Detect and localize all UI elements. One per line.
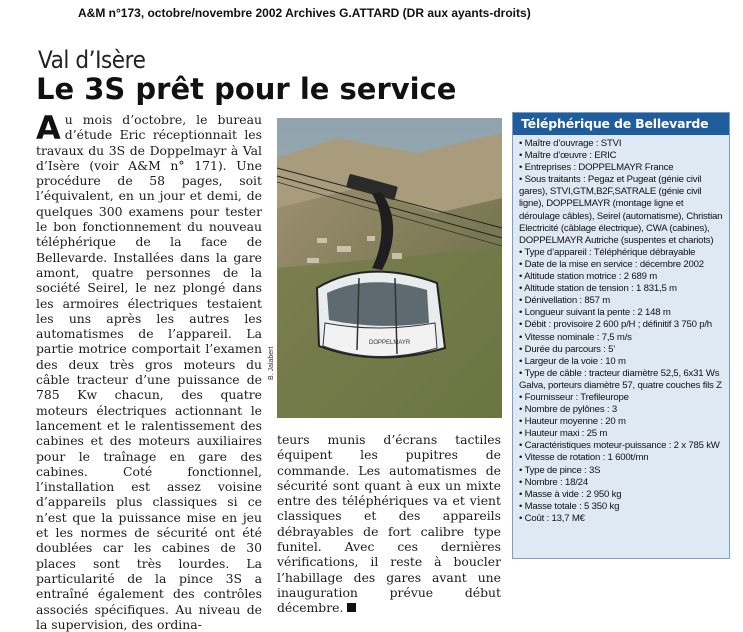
facts-sidebar: [512, 112, 730, 559]
article-column-2: [277, 432, 501, 616]
fact-item: • Durée du parcours : 5’: [519, 344, 725, 356]
fact-item: • Largeur de la voie : 10 m: [519, 356, 725, 368]
drop-cap: A: [36, 109, 61, 147]
fact-item: • Type de câble : tracteur diamètre 52,5, 6x31 Ws Galva, porteurs diamètre 57, quatre couches fils Z: [519, 368, 725, 392]
sidebar-title: Téléphérique de Bellevarde: [513, 113, 729, 135]
article-column-1: [36, 109, 262, 632]
fact-item: • Altitude station motrice : 2 689 m: [519, 271, 725, 283]
fact-item: • Nombre : 18/24: [519, 477, 725, 489]
fact-item: • Date de la mise en service : décembre 2002: [519, 259, 725, 271]
end-mark-icon: [347, 603, 356, 612]
fact-item: • Hauteur maxi : 25 m: [519, 428, 725, 440]
fact-item: • Altitude station de tension : 1 831,5 m: [519, 283, 725, 295]
fact-item: • Hauteur moyenne : 20 m: [519, 416, 725, 428]
article-kicker: Val d’Isère: [38, 46, 146, 74]
fact-item: • Maître d’œuvre : ERIC: [519, 150, 725, 162]
fact-item: • Masse totale : 5 350 kg: [519, 501, 725, 513]
article-text-2: teurs munis d’écrans tactiles équipent les pupitres de commande. Les automatismes de sécurité sont quant à eux un mixte entre des téléphériques va et vient classiques et des appareils débrayables de fort calibre type funitel. Avec ces dernières vérifications, il reste à boucler l’habillage des gares avant une inauguration prévue début décembre.: [277, 432, 501, 616]
cable-car-photo: [277, 118, 502, 418]
fact-item: • Maître d’ouvrage : STVI: [519, 138, 725, 150]
fact-item: • Vitesse de rotation : 1 600t/mn: [519, 452, 725, 464]
photo-credit: B. Jalabert: [268, 346, 275, 380]
cabin-label: DOPPELMAYR: [369, 340, 411, 346]
facts-list: [513, 135, 729, 525]
fact-item: • Nombre de pylônes : 3: [519, 404, 725, 416]
article-headline: Le 3S prêt pour le service: [36, 72, 457, 106]
fact-item: • Entreprises : DOPPELMAYR France: [519, 162, 725, 174]
fact-item: • Coût : 13,7 M€: [519, 513, 725, 525]
fact-item: • Débit : provisoire 2 600 p/H ; définitif 3 750 p/h: [519, 319, 725, 331]
fact-item: • Masse à vide : 2 950 kg: [519, 489, 725, 501]
article-text-1: u mois d’octobre, le bureau d’étude Eric réceptionnait les travaux du 3S de Doppelmayr à Val d’Isère (voir A&M n° 171). Une procédure de 58 pages, soit l’équivalent, en un jour et demi, de quelques 300 examens pour tester le bon fonctionnement du nouveau téléphérique de la face de Bellevarde. Installées dans la gare amont, quatre personnes de la société Seirel, le nez plongé dans les armoires électriques testaient les uns après les autres les automatismes de l’appareil. La partie motrice comportait l’examen des deux très gros moteurs du câble tracteur d’une puissance de 785 Kw chacun, des quatre moteurs électriques actionnant le lancement et le ralentissement des cabines et des moteurs auxiliaires pour le traînage en gare des cabines. Coté fonctionnel, l’installation est assez voisine d’appareils plus classiques si ce n’est que la puissance mise en jeu et les normes de sécurité ont été doublées car les cabines de 30 places sont très lourdes. La particularité de la pince 3S a entraîné également des contrôles associés spécifiques. Au niveau de la supervision, des ordina-: [36, 112, 262, 632]
fact-item: • Caractéristiques moteur-puissance : 2 x 785 kW: [519, 440, 725, 452]
fact-item: • Fournisseur : Trefileurope: [519, 392, 725, 404]
fact-item: • Vitesse nominale : 7,5 m/s: [519, 332, 725, 344]
fact-item: • Type d’appareil : Téléphérique débrayable: [519, 247, 725, 259]
fact-item: • Sous traitants : Pegaz et Pugeat (génie civil gares), STVI,GTM,B2F,SATRALE (génie civil ligne), DOPPELMAYR (montage ligne et déroulage câbles), Seirel (automatisme), Christian Electricité (câblage électrique), CWA (cabines), DOPPELMAYR Autriche (suspentes et chariots): [519, 174, 725, 247]
cable-car-illustration: [277, 118, 502, 418]
fact-item: • Dénivellation : 857 m: [519, 295, 725, 307]
fact-item: • Type de pince : 3S: [519, 465, 725, 477]
archive-header: A&M n°173, octobre/novembre 2002 Archives G.ATTARD (DR aux ayants-droits): [78, 6, 531, 20]
fact-item: • Longueur suivant la pente : 2 148 m: [519, 307, 725, 319]
